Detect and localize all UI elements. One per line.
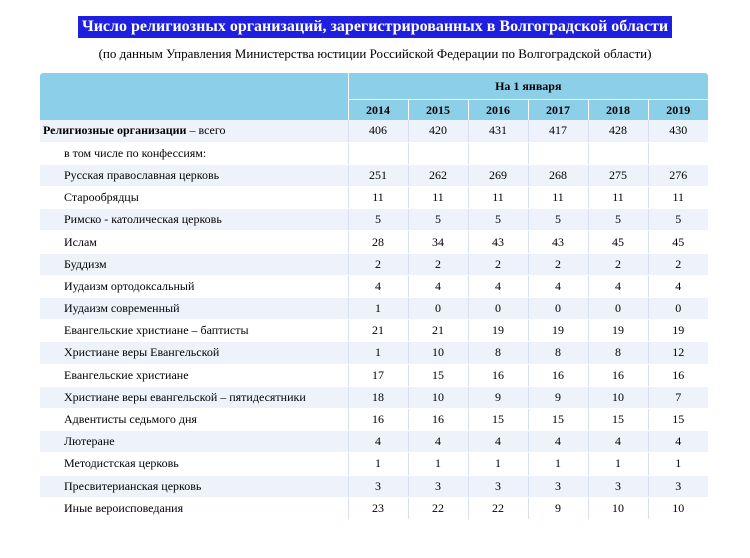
row-value: 16 <box>348 408 408 430</box>
row-value: 11 <box>348 187 408 209</box>
table-row <box>40 475 708 497</box>
row-value: 11 <box>588 187 648 209</box>
row-value: 4 <box>648 431 708 453</box>
row-label: Методистская церковь <box>40 453 348 475</box>
subheader-label: в том числе по конфессиям: <box>40 142 348 164</box>
statistics-table <box>40 73 708 520</box>
row-value: 28 <box>348 231 408 253</box>
row-value: 1 <box>348 453 408 475</box>
empty-cell <box>648 142 708 164</box>
row-value: 0 <box>468 298 528 320</box>
row-value: 3 <box>528 475 588 497</box>
row-value: 275 <box>588 164 648 186</box>
row-value: 19 <box>648 320 708 342</box>
row-value: 0 <box>528 298 588 320</box>
row-value: 22 <box>408 497 468 519</box>
row-value: 7 <box>648 386 708 408</box>
row-value: 15 <box>528 408 588 430</box>
row-label: Адвентисты седьмого дня <box>40 408 348 430</box>
row-label: Лютеране <box>40 431 348 453</box>
row-value: 16 <box>588 364 648 386</box>
table-row <box>40 253 708 275</box>
row-value: 9 <box>468 386 528 408</box>
row-value: 5 <box>408 209 468 231</box>
header-row-group <box>40 73 708 100</box>
year-header: 2015 <box>408 100 468 121</box>
row-value: 15 <box>468 408 528 430</box>
row-value: 15 <box>408 364 468 386</box>
year-header: 2016 <box>468 100 528 121</box>
row-value: 3 <box>408 475 468 497</box>
row-value: 21 <box>408 320 468 342</box>
row-value: 18 <box>348 386 408 408</box>
row-value: 2 <box>588 253 648 275</box>
table-row <box>40 231 708 253</box>
row-value: 3 <box>648 475 708 497</box>
year-header: 2014 <box>348 100 408 121</box>
year-header: 2019 <box>648 100 708 121</box>
row-label: Римско - католическая церковь <box>40 209 348 231</box>
row-value: 4 <box>528 275 588 297</box>
row-value: 19 <box>588 320 648 342</box>
total-value: 406 <box>348 120 408 142</box>
row-value: 1 <box>588 453 648 475</box>
row-value: 16 <box>528 364 588 386</box>
row-value: 2 <box>348 253 408 275</box>
row-value: 34 <box>408 231 468 253</box>
row-value: 1 <box>348 342 408 364</box>
table-row-total <box>40 120 708 142</box>
row-value: 23 <box>348 497 408 519</box>
table-row <box>40 386 708 408</box>
row-value: 5 <box>528 209 588 231</box>
empty-cell <box>528 142 588 164</box>
total-value: 428 <box>588 120 648 142</box>
table-row <box>40 431 708 453</box>
row-value: 3 <box>588 475 648 497</box>
row-value: 10 <box>588 386 648 408</box>
row-value: 10 <box>648 497 708 519</box>
row-value: 4 <box>528 431 588 453</box>
row-label: Иные вероисповедания <box>40 497 348 519</box>
row-value: 19 <box>468 320 528 342</box>
row-value: 45 <box>648 231 708 253</box>
row-value: 4 <box>348 431 408 453</box>
row-value: 21 <box>348 320 408 342</box>
row-label: Евангельские христиане – баптисты <box>40 320 348 342</box>
row-value: 8 <box>468 342 528 364</box>
table-row <box>40 275 708 297</box>
row-value: 9 <box>528 386 588 408</box>
total-value: 430 <box>648 120 708 142</box>
row-value: 8 <box>588 342 648 364</box>
table-row <box>40 209 708 231</box>
total-label-rest: – всего <box>186 123 226 138</box>
empty-cell <box>408 142 468 164</box>
row-label: Старообрядцы <box>40 187 348 209</box>
table-row-subheader <box>40 142 708 164</box>
row-label: Иудаизм ортодоксальный <box>40 275 348 297</box>
total-value: 417 <box>528 120 588 142</box>
row-value: 4 <box>408 275 468 297</box>
row-value: 5 <box>348 209 408 231</box>
row-value: 16 <box>408 408 468 430</box>
header-group-label: На 1 января <box>348 73 708 100</box>
title-wrap <box>0 16 750 38</box>
row-value: 1 <box>468 453 528 475</box>
row-value: 262 <box>408 164 468 186</box>
row-value: 22 <box>468 497 528 519</box>
row-value: 43 <box>528 231 588 253</box>
row-value: 1 <box>528 453 588 475</box>
header-corner <box>40 73 348 120</box>
row-value: 268 <box>528 164 588 186</box>
row-value: 4 <box>408 431 468 453</box>
row-value: 8 <box>528 342 588 364</box>
table-row <box>40 298 708 320</box>
row-label: Иудаизм современный <box>40 298 348 320</box>
row-value: 11 <box>528 187 588 209</box>
year-header: 2017 <box>528 100 588 121</box>
row-label: Христиане веры евангельской – пятидесятники <box>40 386 348 408</box>
total-value: 431 <box>468 120 528 142</box>
row-value: 9 <box>528 497 588 519</box>
row-value: 1 <box>408 453 468 475</box>
row-label: Ислам <box>40 231 348 253</box>
row-value: 0 <box>408 298 468 320</box>
row-value: 11 <box>468 187 528 209</box>
row-value: 11 <box>648 187 708 209</box>
row-value: 19 <box>528 320 588 342</box>
row-value: 10 <box>408 342 468 364</box>
table-row <box>40 364 708 386</box>
row-value: 1 <box>348 298 408 320</box>
row-value: 5 <box>588 209 648 231</box>
empty-cell <box>348 142 408 164</box>
row-value: 2 <box>528 253 588 275</box>
table-row <box>40 453 708 475</box>
row-value: 11 <box>408 187 468 209</box>
row-value: 1 <box>648 453 708 475</box>
row-value: 2 <box>468 253 528 275</box>
row-value: 269 <box>468 164 528 186</box>
row-value: 0 <box>588 298 648 320</box>
row-value: 3 <box>468 475 528 497</box>
row-label: Евангельские христиане <box>40 364 348 386</box>
total-value: 420 <box>408 120 468 142</box>
row-value: 3 <box>348 475 408 497</box>
row-value: 16 <box>468 364 528 386</box>
page-subtitle: (по данным Управления Министерства юстиции Российской Федерации по Волгоградской области) <box>98 46 652 61</box>
table-row <box>40 497 708 519</box>
row-label: Пресвитерианская церковь <box>40 475 348 497</box>
row-value: 43 <box>468 231 528 253</box>
total-label <box>40 120 348 142</box>
row-value: 16 <box>648 364 708 386</box>
row-value: 5 <box>468 209 528 231</box>
row-value: 276 <box>648 164 708 186</box>
row-value: 45 <box>588 231 648 253</box>
row-value: 5 <box>648 209 708 231</box>
row-value: 0 <box>648 298 708 320</box>
row-label: Христиане веры Евангельской <box>40 342 348 364</box>
empty-cell <box>468 142 528 164</box>
row-value: 2 <box>408 253 468 275</box>
row-value: 2 <box>648 253 708 275</box>
row-value: 4 <box>648 275 708 297</box>
year-header: 2018 <box>588 100 648 121</box>
row-value: 4 <box>468 431 528 453</box>
table-row <box>40 408 708 430</box>
table-row <box>40 164 708 186</box>
empty-cell <box>588 142 648 164</box>
table-row <box>40 320 708 342</box>
row-value: 12 <box>648 342 708 364</box>
row-value: 4 <box>588 275 648 297</box>
row-value: 4 <box>588 431 648 453</box>
row-value: 17 <box>348 364 408 386</box>
table-row <box>40 187 708 209</box>
row-value: 4 <box>348 275 408 297</box>
page-title: Число религиозных организаций, зарегистрированных в Волгоградской области <box>78 16 672 38</box>
row-label: Буддизм <box>40 253 348 275</box>
total-label-bold: Религиозные организации <box>43 123 187 138</box>
row-value: 10 <box>588 497 648 519</box>
row-value: 10 <box>408 386 468 408</box>
row-value: 15 <box>588 408 648 430</box>
row-value: 15 <box>648 408 708 430</box>
table-row <box>40 342 708 364</box>
row-value: 4 <box>468 275 528 297</box>
row-label: Русская православная церковь <box>40 164 348 186</box>
row-value: 251 <box>348 164 408 186</box>
